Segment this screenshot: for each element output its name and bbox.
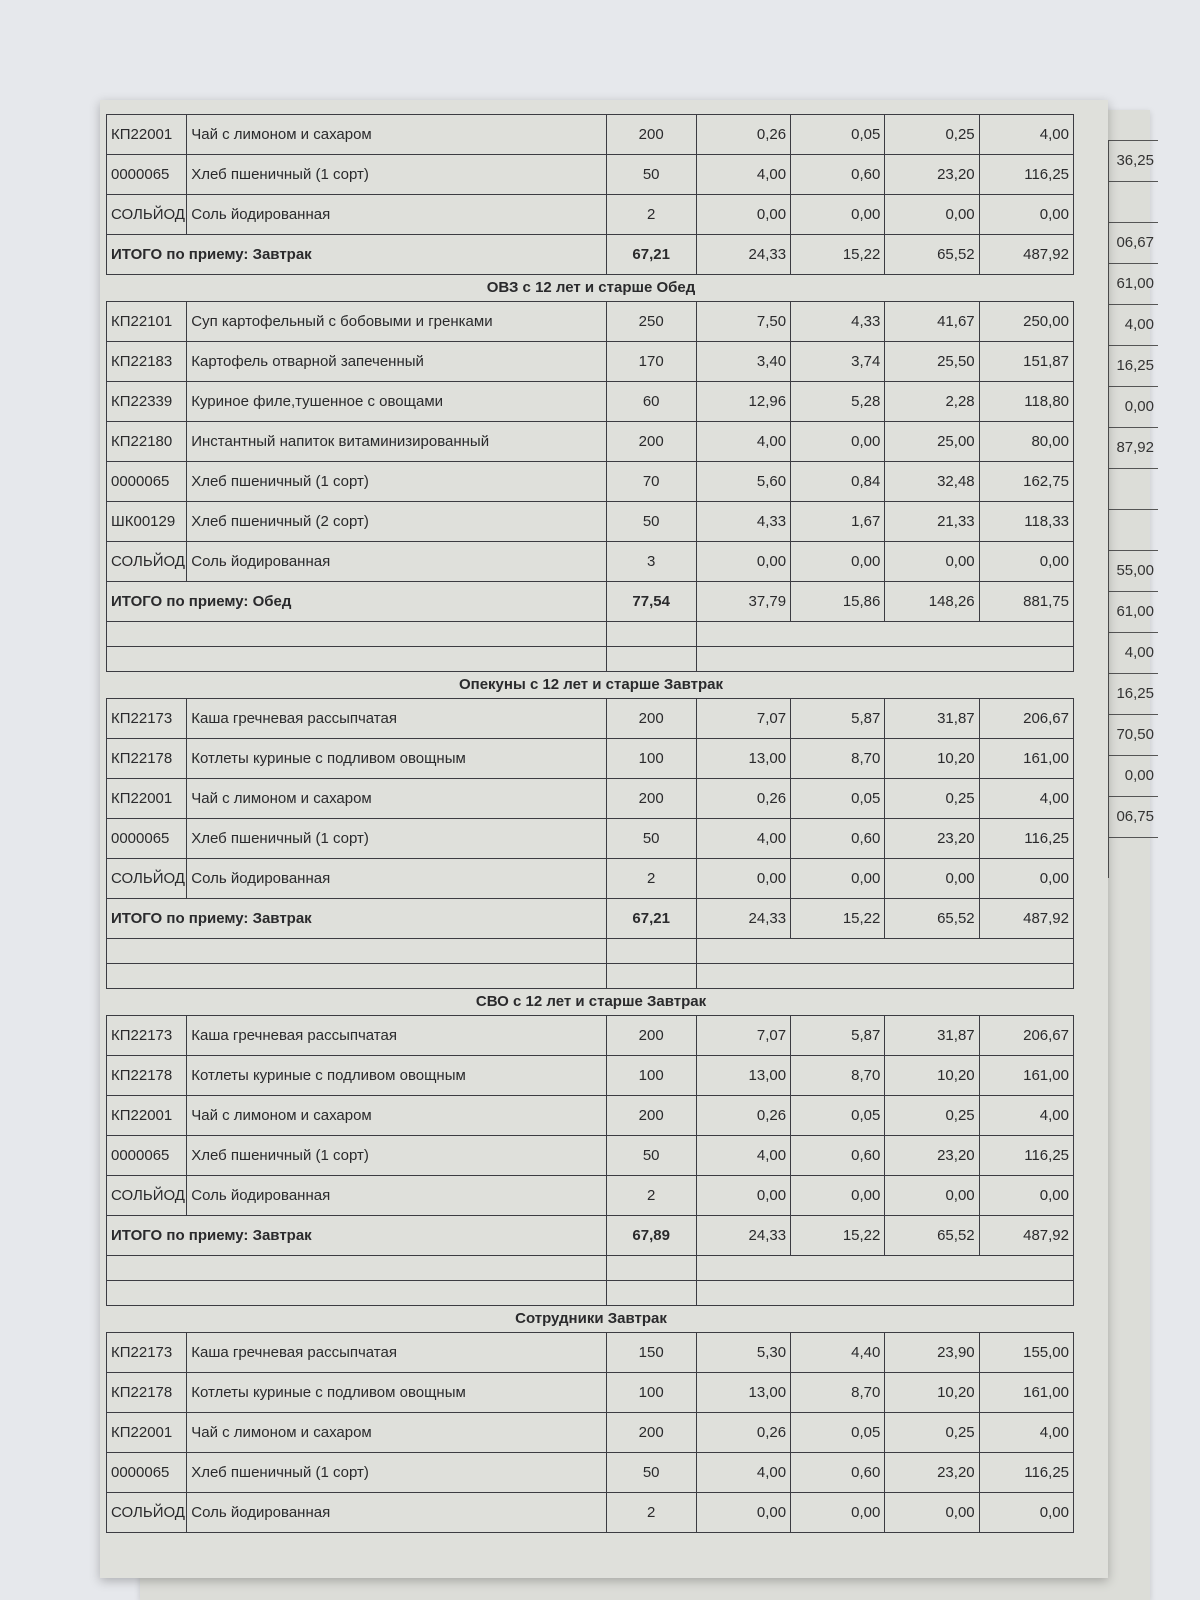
table-row [107,1453,1074,1493]
total-row [107,1216,1074,1256]
dish-output: 70 [606,462,696,502]
menu-section [106,989,1108,1306]
table-row [107,462,1074,502]
dish-output: 2 [606,859,696,899]
total-protein: 24,33 [696,235,790,275]
menu-section [106,1306,1108,1533]
dish-name: Хлеб пшеничный (1 сорт) [187,155,606,195]
dish-output: 200 [606,1096,696,1136]
blank-row [107,1256,1074,1281]
dish-name: Инстантный напиток витаминизированный [187,422,606,462]
dish-code: КП22001 [107,1096,187,1136]
blank-row [107,622,1074,647]
dish-fat: 0,60 [791,155,885,195]
dish-name: Каша гречневая рассыпчатая [187,1333,606,1373]
dish-name: Хлеб пшеничный (1 сорт) [187,819,606,859]
dish-energy: 0,00 [979,542,1073,582]
dish-fat: 1,67 [791,502,885,542]
total-row [107,235,1074,275]
dish-fat: 0,00 [791,1176,885,1216]
blank-cell [107,964,607,989]
back-sheet-value [1108,837,1158,878]
dish-output: 50 [606,502,696,542]
total-carbs: 148,26 [885,582,979,622]
total-label: ИТОГО по приему: Завтрак [107,235,607,275]
dish-code: КП22101 [107,302,187,342]
table-row [107,155,1074,195]
dish-output: 250 [606,302,696,342]
table-row [107,819,1074,859]
blank-cell [696,622,1073,647]
total-carbs: 65,52 [885,899,979,939]
dish-fat: 8,70 [791,1056,885,1096]
dish-protein: 12,96 [696,382,790,422]
menu-table [106,114,1074,275]
table-row [107,1056,1074,1096]
dish-carbs: 23,90 [885,1333,979,1373]
dish-output: 200 [606,779,696,819]
back-sheet-value: 61,00 [1108,263,1158,304]
back-sheet-value: 70,50 [1108,714,1158,755]
dish-name: Куриное филе,тушенное с овощами [187,382,606,422]
dish-energy: 151,87 [979,342,1073,382]
total-energy: 881,75 [979,582,1073,622]
table-row [107,1493,1074,1533]
dish-energy: 4,00 [979,779,1073,819]
back-sheet-value: 16,25 [1108,673,1158,714]
dish-carbs: 0,00 [885,1493,979,1533]
dish-energy: 0,00 [979,195,1073,235]
dish-energy: 116,25 [979,1453,1073,1493]
dish-protein: 7,07 [696,1016,790,1056]
dish-energy: 118,33 [979,502,1073,542]
dish-carbs: 25,00 [885,422,979,462]
dish-carbs: 23,20 [885,155,979,195]
dish-protein: 5,30 [696,1333,790,1373]
dish-output: 50 [606,1453,696,1493]
blank-row [107,964,1074,989]
dish-output: 170 [606,342,696,382]
menu-section [106,114,1108,275]
table-row [107,1016,1074,1056]
blank-cell [696,964,1073,989]
dish-fat: 0,60 [791,819,885,859]
dish-fat: 0,00 [791,1493,885,1533]
menu-table [106,1015,1074,1306]
dish-carbs: 25,50 [885,342,979,382]
total-protein: 37,79 [696,582,790,622]
dish-energy: 161,00 [979,739,1073,779]
blank-cell [696,1256,1073,1281]
dish-fat: 0,00 [791,422,885,462]
dish-fat: 0,05 [791,779,885,819]
dish-energy: 116,25 [979,819,1073,859]
total-energy: 487,92 [979,1216,1073,1256]
dish-output: 2 [606,195,696,235]
dish-carbs: 0,00 [885,195,979,235]
total-sum: 67,89 [606,1216,696,1256]
dish-name: Хлеб пшеничный (2 сорт) [187,502,606,542]
dish-output: 50 [606,1136,696,1176]
dish-fat: 0,00 [791,859,885,899]
table-row [107,195,1074,235]
table-row [107,115,1074,155]
dish-energy: 0,00 [979,859,1073,899]
dish-output: 200 [606,1016,696,1056]
dish-name: Хлеб пшеничный (1 сорт) [187,1453,606,1493]
dish-fat: 5,28 [791,382,885,422]
dish-output: 100 [606,1056,696,1096]
total-sum: 67,21 [606,899,696,939]
table-row [107,779,1074,819]
blank-cell [696,939,1073,964]
dish-code: КП22173 [107,699,187,739]
dish-protein: 4,33 [696,502,790,542]
blank-cell [107,647,607,672]
table-row [107,302,1074,342]
dish-energy: 162,75 [979,462,1073,502]
dish-carbs: 0,25 [885,779,979,819]
dish-protein: 0,26 [696,115,790,155]
table-row [107,699,1074,739]
table-row [107,859,1074,899]
dish-code: КП22178 [107,1373,187,1413]
dish-code: КП22001 [107,779,187,819]
dish-protein: 4,00 [696,1136,790,1176]
dish-code: СОЛЬЙОД [107,1493,187,1533]
dish-protein: 0,00 [696,1176,790,1216]
menu-section [106,275,1108,672]
dish-carbs: 0,00 [885,859,979,899]
dish-energy: 116,25 [979,1136,1073,1176]
dish-carbs: 0,25 [885,1413,979,1453]
dish-protein: 0,26 [696,1096,790,1136]
dish-output: 200 [606,422,696,462]
dish-carbs: 0,00 [885,542,979,582]
back-sheet-value: 0,00 [1108,755,1158,796]
section-title: ОВЗ с 12 лет и старше Обед [486,279,696,296]
blank-row [107,647,1074,672]
back-sheet-value [1108,509,1158,550]
dish-name: Соль йодированная [187,859,606,899]
back-sheet-value: 0,00 [1108,386,1158,427]
back-sheet-value: 61,00 [1108,591,1158,632]
blank-cell [107,1256,607,1281]
menu-sheet [100,100,1108,1578]
dish-fat: 0,05 [791,1096,885,1136]
table-row [107,1136,1074,1176]
total-sum: 77,54 [606,582,696,622]
dish-output: 100 [606,1373,696,1413]
dish-carbs: 0,00 [885,1176,979,1216]
table-row [107,739,1074,779]
dish-fat: 0,00 [791,195,885,235]
total-label: ИТОГО по приему: Завтрак [107,899,607,939]
dish-energy: 250,00 [979,302,1073,342]
dish-name: Соль йодированная [187,1493,606,1533]
total-protein: 24,33 [696,899,790,939]
dish-protein: 13,00 [696,1373,790,1413]
menu-table [106,301,1074,672]
dish-protein: 13,00 [696,1056,790,1096]
total-fat: 15,22 [791,1216,885,1256]
dish-fat: 3,74 [791,342,885,382]
dish-output: 2 [606,1493,696,1533]
dish-fat: 0,05 [791,115,885,155]
dish-output: 200 [606,115,696,155]
dish-output: 50 [606,819,696,859]
dish-fat: 8,70 [791,1373,885,1413]
dish-energy: 118,80 [979,382,1073,422]
dish-protein: 4,00 [696,1453,790,1493]
dish-output: 200 [606,699,696,739]
total-row [107,582,1074,622]
dish-energy: 161,00 [979,1056,1073,1096]
dish-fat: 4,40 [791,1333,885,1373]
section-title: Опекуны с 12 лет и старше Завтрак [458,676,724,693]
blank-cell [606,964,696,989]
dish-name: Котлеты куриные с подливом овощным [187,1056,606,1096]
dish-carbs: 10,20 [885,1373,979,1413]
dish-code: 0000065 [107,155,187,195]
section-title: СВО с 12 лет и старше Завтрак [475,993,707,1010]
table-row [107,382,1074,422]
dish-energy: 155,00 [979,1333,1073,1373]
menu-table [106,1332,1074,1533]
dish-name: Соль йодированная [187,542,606,582]
dish-carbs: 32,48 [885,462,979,502]
table-row [107,542,1074,582]
dish-protein: 0,00 [696,1493,790,1533]
dish-carbs: 23,20 [885,819,979,859]
dish-fat: 4,33 [791,302,885,342]
dish-name: Чай с лимоном и сахаром [187,115,606,155]
dish-name: Котлеты куриные с подливом овощным [187,739,606,779]
blank-cell [696,647,1073,672]
dish-energy: 116,25 [979,155,1073,195]
dish-code: 0000065 [107,1136,187,1176]
dish-carbs: 21,33 [885,502,979,542]
dish-protein: 3,40 [696,342,790,382]
table-row [107,422,1074,462]
dish-protein: 7,07 [696,699,790,739]
total-carbs: 65,52 [885,235,979,275]
dish-code: КП22001 [107,1413,187,1453]
dish-energy: 206,67 [979,699,1073,739]
back-sheet-value: 36,25 [1108,140,1158,181]
dish-energy: 0,00 [979,1176,1073,1216]
table-row [107,502,1074,542]
dish-carbs: 23,20 [885,1453,979,1493]
dish-energy: 4,00 [979,1096,1073,1136]
blank-cell [107,939,607,964]
dish-protein: 4,00 [696,819,790,859]
back-sheet-values-column [1108,140,1158,878]
total-fat: 15,86 [791,582,885,622]
dish-protein: 0,26 [696,779,790,819]
table-row [107,1176,1074,1216]
back-sheet-value: 4,00 [1108,304,1158,345]
blank-cell [606,939,696,964]
dish-name: Соль йодированная [187,195,606,235]
dish-fat: 0,00 [791,542,885,582]
dish-output: 3 [606,542,696,582]
total-fat: 15,22 [791,899,885,939]
dish-output: 60 [606,382,696,422]
blank-cell [606,622,696,647]
dish-fat: 8,70 [791,739,885,779]
dish-output: 2 [606,1176,696,1216]
dish-carbs: 31,87 [885,699,979,739]
table-row [107,1333,1074,1373]
dish-protein: 0,00 [696,542,790,582]
total-row [107,899,1074,939]
dish-carbs: 10,20 [885,1056,979,1096]
dish-carbs: 41,67 [885,302,979,342]
back-sheet-value [1108,181,1158,222]
dish-energy: 4,00 [979,115,1073,155]
blank-cell [107,622,607,647]
dish-name: Хлеб пшеничный (1 сорт) [187,462,606,502]
table-row [107,1413,1074,1453]
dish-protein: 4,00 [696,155,790,195]
dish-output: 50 [606,155,696,195]
blank-row [107,939,1074,964]
dish-name: Соль йодированная [187,1176,606,1216]
back-sheet-value: 16,25 [1108,345,1158,386]
dish-code: 0000065 [107,462,187,502]
dish-fat: 0,05 [791,1413,885,1453]
menu-table [106,698,1074,989]
dish-fat: 5,87 [791,1016,885,1056]
total-protein: 24,33 [696,1216,790,1256]
blank-row [107,1281,1074,1306]
total-sum: 67,21 [606,235,696,275]
dish-protein: 5,60 [696,462,790,502]
dish-energy: 0,00 [979,1493,1073,1533]
dish-code: СОЛЬЙОД [107,859,187,899]
dish-carbs: 0,25 [885,1096,979,1136]
dish-code: КП22178 [107,739,187,779]
table-row [107,342,1074,382]
dish-name: Каша гречневая рассыпчатая [187,699,606,739]
dish-name: Чай с лимоном и сахаром [187,1096,606,1136]
dish-carbs: 23,20 [885,1136,979,1176]
dish-energy: 4,00 [979,1413,1073,1453]
dish-name: Суп картофельный с бобовыми и гренками [187,302,606,342]
total-energy: 487,92 [979,235,1073,275]
dish-code: КП22173 [107,1333,187,1373]
back-sheet-value: 06,67 [1108,222,1158,263]
back-sheet-value: 06,75 [1108,796,1158,837]
dish-carbs: 10,20 [885,739,979,779]
back-sheet-value: 55,00 [1108,550,1158,591]
back-sheet-value [1108,468,1158,509]
dish-code: КП22001 [107,115,187,155]
dish-name: Картофель отварной запеченный [187,342,606,382]
dish-fat: 0,84 [791,462,885,502]
dish-code: СОЛЬЙОД [107,1176,187,1216]
table-row [107,1373,1074,1413]
dish-output: 150 [606,1333,696,1373]
blank-cell [606,1256,696,1281]
dish-code: 0000065 [107,819,187,859]
total-fat: 15,22 [791,235,885,275]
blank-cell [606,647,696,672]
dish-protein: 4,00 [696,422,790,462]
total-label: ИТОГО по приему: Обед [107,582,607,622]
dish-protein: 0,00 [696,195,790,235]
dish-name: Хлеб пшеничный (1 сорт) [187,1136,606,1176]
section-title: Сотрудники Завтрак [515,1310,667,1327]
dish-code: КП22178 [107,1056,187,1096]
total-energy: 487,92 [979,899,1073,939]
menu-section [106,672,1108,989]
dish-code: КП22183 [107,342,187,382]
dish-protein: 0,00 [696,859,790,899]
dish-name: Котлеты куриные с подливом овощным [187,1373,606,1413]
dish-code: 0000065 [107,1453,187,1493]
dish-name: Каша гречневая рассыпчатая [187,1016,606,1056]
back-sheet-value: 87,92 [1108,427,1158,468]
dish-protein: 0,26 [696,1413,790,1453]
dish-protein: 13,00 [696,739,790,779]
dish-energy: 80,00 [979,422,1073,462]
dish-code: КП22180 [107,422,187,462]
dish-name: Чай с лимоном и сахаром [187,779,606,819]
table-row [107,1096,1074,1136]
back-sheet-value: 4,00 [1108,632,1158,673]
blank-cell [107,1281,607,1306]
dish-fat: 5,87 [791,699,885,739]
dish-output: 200 [606,1413,696,1453]
dish-carbs: 0,25 [885,115,979,155]
dish-carbs: 31,87 [885,1016,979,1056]
dish-code: КП22173 [107,1016,187,1056]
dish-energy: 161,00 [979,1373,1073,1413]
total-label: ИТОГО по приему: Завтрак [107,1216,607,1256]
dish-code: СОЛЬЙОД [107,195,187,235]
dish-fat: 0,60 [791,1453,885,1493]
dish-code: ШК00129 [107,502,187,542]
dish-fat: 0,60 [791,1136,885,1176]
dish-energy: 206,67 [979,1016,1073,1056]
dish-name: Чай с лимоном и сахаром [187,1413,606,1453]
dish-protein: 7,50 [696,302,790,342]
dish-carbs: 2,28 [885,382,979,422]
dish-code: СОЛЬЙОД [107,542,187,582]
dish-code: КП22339 [107,382,187,422]
blank-cell [606,1281,696,1306]
total-carbs: 65,52 [885,1216,979,1256]
blank-cell [696,1281,1073,1306]
dish-output: 100 [606,739,696,779]
